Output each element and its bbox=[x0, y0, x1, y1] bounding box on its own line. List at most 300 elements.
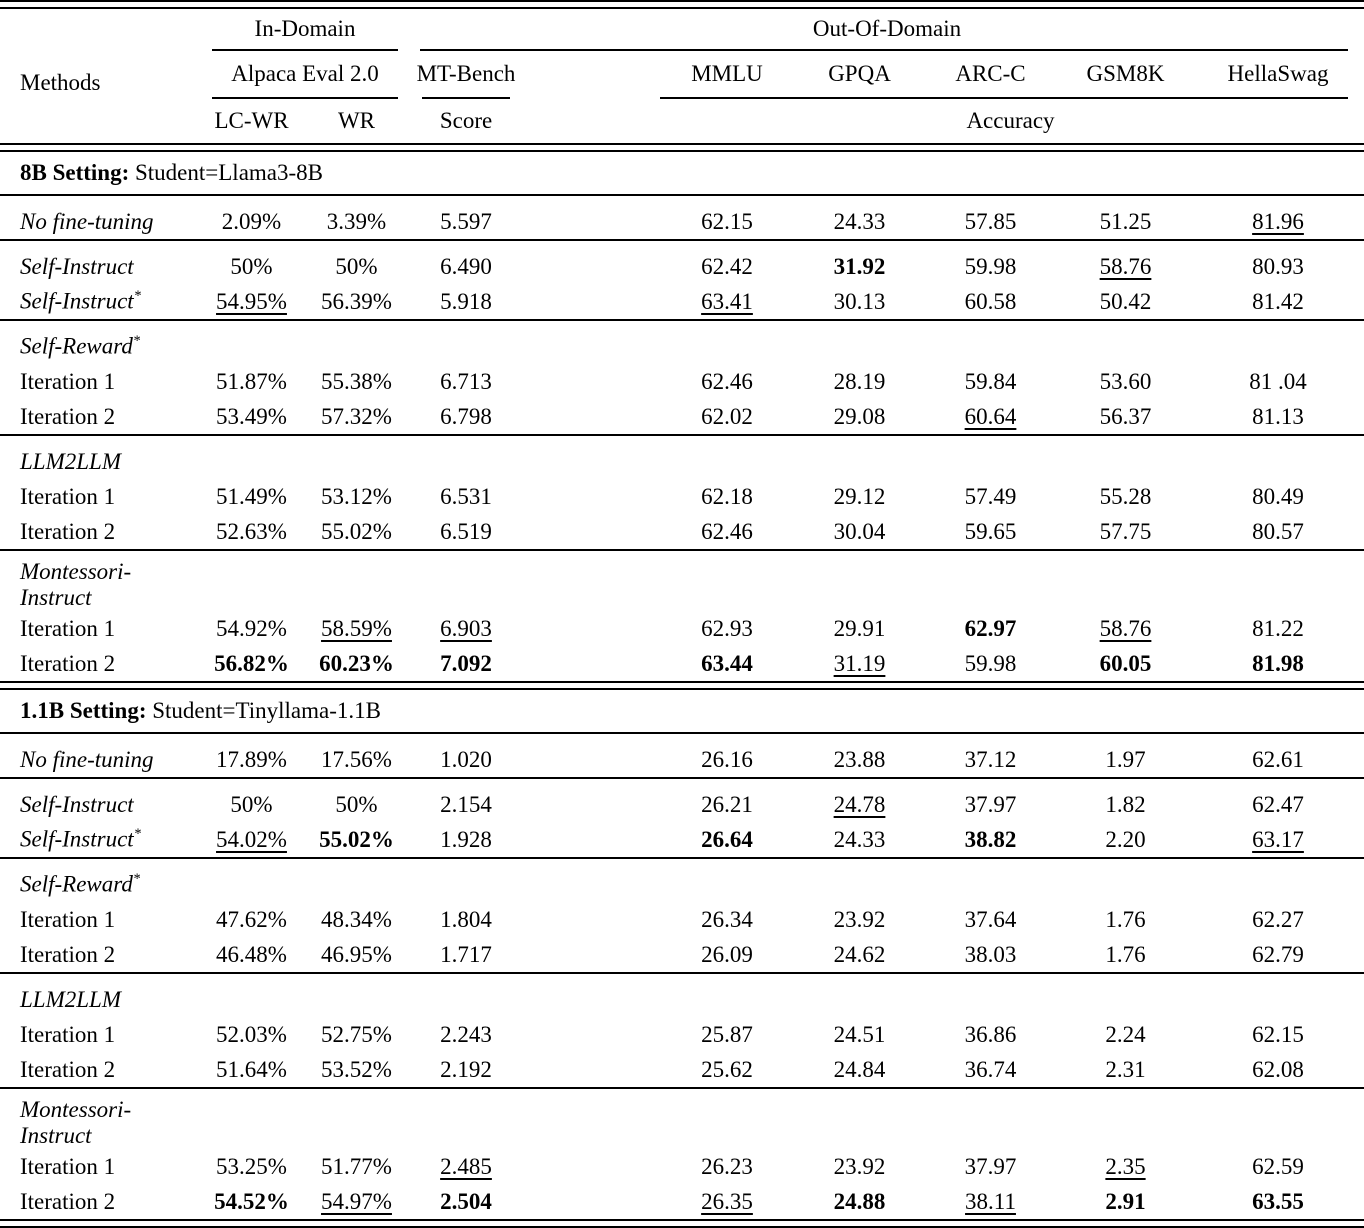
value: 62.59 bbox=[1252, 1153, 1304, 1179]
value-cell bbox=[303, 204, 410, 240]
value: 56.82% bbox=[214, 650, 289, 676]
table-row bbox=[0, 742, 1364, 778]
table-row bbox=[0, 937, 1364, 973]
value-cell bbox=[922, 822, 1059, 858]
value: 62.93 bbox=[701, 615, 753, 641]
value: 2.09% bbox=[221, 208, 282, 234]
value: 37.97 bbox=[964, 791, 1017, 817]
value-cell bbox=[410, 937, 522, 973]
value: 1.804 bbox=[440, 906, 492, 932]
value-cell bbox=[303, 937, 410, 973]
value-cell bbox=[410, 364, 522, 399]
value: 55.02% bbox=[321, 518, 392, 544]
value-cell bbox=[1192, 364, 1364, 399]
value-cell bbox=[200, 364, 303, 399]
value: 1.76 bbox=[1105, 906, 1146, 932]
value-cell bbox=[303, 284, 410, 320]
value-cell bbox=[410, 1052, 522, 1088]
value: 46.48% bbox=[216, 941, 287, 967]
double-rule-row bbox=[0, 1220, 1364, 1227]
value: 1.020 bbox=[440, 746, 492, 772]
value-cell bbox=[657, 1184, 797, 1220]
single-rule bbox=[0, 195, 1364, 204]
value-cell bbox=[922, 902, 1059, 937]
spacer-cell bbox=[522, 822, 657, 858]
value-cell bbox=[1059, 902, 1192, 937]
table-row bbox=[0, 1052, 1364, 1088]
method-cell bbox=[0, 822, 200, 858]
section-title-bold: 1.1B Setting: bbox=[20, 698, 147, 723]
value-cell bbox=[922, 514, 1059, 550]
gpqa-header: GPQA bbox=[828, 61, 891, 86]
value-cell bbox=[922, 1052, 1059, 1088]
value: 62.27 bbox=[1252, 906, 1304, 932]
value: 62.18 bbox=[701, 483, 753, 509]
single-rule bbox=[0, 320, 1364, 329]
value-cell bbox=[1059, 787, 1192, 822]
method-cell bbox=[0, 329, 200, 364]
value: 2.504 bbox=[440, 1188, 492, 1214]
value-cell bbox=[797, 364, 922, 399]
value: 29.91 bbox=[833, 615, 886, 641]
table-row bbox=[0, 1184, 1364, 1220]
value: 81.42 bbox=[1252, 288, 1304, 314]
value: 2.485 bbox=[440, 1153, 492, 1179]
empty-cells bbox=[200, 559, 1364, 611]
methods-header: Methods bbox=[20, 70, 101, 95]
top-rule-row bbox=[0, 1, 1364, 8]
hellaswag-header: HellaSwag bbox=[1227, 61, 1329, 86]
value-cell bbox=[1192, 787, 1364, 822]
value-cell bbox=[303, 479, 410, 514]
value: 62.02 bbox=[701, 403, 753, 429]
value: 2.20 bbox=[1105, 826, 1146, 852]
value: 81.22 bbox=[1252, 615, 1304, 641]
value: 5.918 bbox=[440, 288, 492, 314]
value: 26.16 bbox=[701, 746, 753, 772]
value: 53.12% bbox=[321, 483, 392, 509]
method-label: Montessori-Instruct bbox=[20, 1097, 132, 1148]
value-cell bbox=[1059, 204, 1192, 240]
single-rule bbox=[0, 240, 1364, 249]
value: 62.15 bbox=[701, 208, 753, 234]
value: 23.88 bbox=[833, 746, 886, 772]
value: 26.21 bbox=[701, 791, 753, 817]
method-cell bbox=[0, 742, 200, 778]
value: 57.75 bbox=[1099, 518, 1152, 544]
value: 54.97% bbox=[321, 1188, 392, 1214]
value-cell bbox=[303, 1052, 410, 1088]
table-row bbox=[0, 399, 1364, 435]
value-cell bbox=[797, 787, 922, 822]
value-cell bbox=[657, 1017, 797, 1052]
empty-cells bbox=[200, 329, 1364, 364]
value-cell bbox=[1192, 249, 1364, 284]
double-rule-row bbox=[0, 144, 1364, 151]
value-cell bbox=[1192, 1052, 1364, 1088]
value-cell bbox=[410, 479, 522, 514]
method-cell bbox=[0, 514, 200, 550]
value-cell bbox=[303, 249, 410, 284]
value: 51.77% bbox=[321, 1153, 392, 1179]
method-label: Iteration 1 bbox=[20, 483, 116, 509]
value: 54.52% bbox=[214, 1188, 289, 1214]
value-cell bbox=[657, 742, 797, 778]
value: 47.62% bbox=[216, 906, 287, 932]
value-cell bbox=[200, 204, 303, 240]
value: 51.87% bbox=[216, 368, 287, 394]
value: 6.490 bbox=[440, 253, 492, 279]
method-label: Self-Reward bbox=[20, 333, 133, 359]
single-rule-row bbox=[0, 195, 1364, 204]
value: 26.35 bbox=[701, 1188, 753, 1214]
table-row bbox=[0, 902, 1364, 937]
single-rule-row bbox=[0, 240, 1364, 249]
value: 24.78 bbox=[833, 791, 886, 817]
star-marker: * bbox=[133, 288, 141, 305]
results-table-body bbox=[0, 144, 1364, 1227]
value: 23.92 bbox=[833, 1153, 886, 1179]
value: 53.25% bbox=[216, 1153, 287, 1179]
value: 2.243 bbox=[440, 1021, 492, 1047]
method-label: Iteration 1 bbox=[20, 906, 116, 932]
section-title-row bbox=[0, 151, 1364, 195]
method-cell bbox=[0, 982, 200, 1017]
value-cell bbox=[657, 1052, 797, 1088]
section-title-row bbox=[0, 689, 1364, 733]
wr-header: WR bbox=[337, 108, 376, 133]
value: 38.03 bbox=[964, 941, 1017, 967]
value: 6.713 bbox=[440, 368, 492, 394]
value: 60.64 bbox=[964, 403, 1017, 429]
value-cell bbox=[657, 249, 797, 284]
value-cell bbox=[657, 1149, 797, 1184]
value-cell bbox=[922, 646, 1059, 682]
value-cell bbox=[200, 646, 303, 682]
value-cell bbox=[1192, 822, 1364, 858]
value: 81.98 bbox=[1252, 650, 1304, 676]
table-row bbox=[0, 479, 1364, 514]
spacer-cell bbox=[522, 611, 657, 646]
value: 56.37 bbox=[1099, 403, 1152, 429]
spacer-cell bbox=[522, 51, 657, 97]
table-row bbox=[0, 1097, 1364, 1149]
value: 24.51 bbox=[833, 1021, 886, 1047]
method-label: LLM2LLM bbox=[20, 448, 121, 474]
double-rule bbox=[0, 144, 1364, 151]
value: 6.798 bbox=[440, 403, 492, 429]
spacer-cell bbox=[522, 479, 657, 514]
method-cell bbox=[0, 902, 200, 937]
value: 62.46 bbox=[701, 368, 753, 394]
value-cell bbox=[1192, 514, 1364, 550]
value: 24.33 bbox=[833, 826, 886, 852]
accuracy-header: Accuracy bbox=[966, 108, 1055, 133]
method-label: No fine-tuning bbox=[20, 746, 154, 772]
value-cell bbox=[200, 611, 303, 646]
value: 24.88 bbox=[833, 1188, 886, 1214]
value-cell bbox=[922, 1149, 1059, 1184]
value-cell bbox=[922, 1184, 1059, 1220]
method-cell bbox=[0, 1149, 200, 1184]
value: 55.28 bbox=[1099, 483, 1152, 509]
value-cell bbox=[303, 742, 410, 778]
value-cell bbox=[200, 514, 303, 550]
value-cell bbox=[797, 742, 922, 778]
value: 2.24 bbox=[1105, 1021, 1146, 1047]
double-rule bbox=[0, 1220, 1364, 1227]
value: 37.12 bbox=[964, 746, 1017, 772]
value: 29.08 bbox=[833, 403, 886, 429]
value: 80.49 bbox=[1252, 483, 1304, 509]
value-cell bbox=[922, 937, 1059, 973]
value-cell bbox=[1059, 399, 1192, 435]
value-cell bbox=[797, 399, 922, 435]
single-rule bbox=[0, 733, 1364, 742]
value: 80.57 bbox=[1252, 518, 1304, 544]
value: 23.92 bbox=[833, 906, 886, 932]
value-cell bbox=[657, 284, 797, 320]
value-cell bbox=[657, 479, 797, 514]
value: 60.23% bbox=[319, 650, 394, 676]
value: 51.49% bbox=[216, 483, 287, 509]
spacer-cell bbox=[522, 902, 657, 937]
alpaca-eval-header: Alpaca Eval 2.0 bbox=[231, 61, 379, 86]
value-cell bbox=[922, 742, 1059, 778]
value: 30.04 bbox=[833, 518, 886, 544]
value: 54.92% bbox=[216, 615, 287, 641]
table-row bbox=[0, 249, 1364, 284]
table-row bbox=[0, 1149, 1364, 1184]
value-cell bbox=[410, 1184, 522, 1220]
method-cell bbox=[0, 1184, 200, 1220]
value: 81.96 bbox=[1252, 208, 1304, 234]
method-label: Iteration 2 bbox=[20, 1188, 116, 1214]
value-cell bbox=[797, 1052, 922, 1088]
value: 51.25 bbox=[1099, 208, 1152, 234]
method-label: Iteration 2 bbox=[20, 403, 116, 429]
value-cell bbox=[657, 611, 797, 646]
out-of-domain-header: Out-Of-Domain bbox=[812, 16, 962, 41]
value-cell bbox=[797, 249, 922, 284]
method-cell bbox=[0, 646, 200, 682]
value-cell bbox=[797, 1017, 922, 1052]
method-cell bbox=[0, 1097, 200, 1149]
method-cell bbox=[0, 284, 200, 320]
value: 80.93 bbox=[1252, 253, 1304, 279]
value-cell bbox=[303, 611, 410, 646]
value-cell bbox=[1059, 646, 1192, 682]
value-cell bbox=[410, 902, 522, 937]
method-label: Self-Instruct bbox=[20, 253, 134, 279]
value: 26.34 bbox=[701, 906, 753, 932]
value-cell bbox=[303, 1017, 410, 1052]
value-cell bbox=[797, 1184, 922, 1220]
single-rule bbox=[0, 973, 1364, 982]
value: 24.84 bbox=[833, 1056, 886, 1082]
value: 59.84 bbox=[964, 368, 1017, 394]
method-label: Iteration 2 bbox=[20, 941, 116, 967]
method-label: Iteration 1 bbox=[20, 615, 116, 641]
method-label: Self-Reward bbox=[20, 871, 133, 897]
value: 54.95% bbox=[216, 288, 287, 314]
in-domain-header: In-Domain bbox=[254, 16, 356, 41]
value-cell bbox=[1059, 514, 1192, 550]
star-marker: * bbox=[132, 871, 140, 888]
value-cell bbox=[1059, 1017, 1192, 1052]
value: 52.63% bbox=[216, 518, 287, 544]
table-row bbox=[0, 867, 1364, 902]
value: 6.531 bbox=[440, 483, 492, 509]
double-rule-row bbox=[0, 682, 1364, 689]
value: 62.08 bbox=[1252, 1056, 1304, 1082]
star-marker: * bbox=[133, 826, 141, 843]
value: 29.12 bbox=[833, 483, 886, 509]
section-title bbox=[0, 689, 1364, 733]
method-cell bbox=[0, 867, 200, 902]
value-cell bbox=[410, 1149, 522, 1184]
value-cell bbox=[797, 611, 922, 646]
table-row bbox=[0, 559, 1364, 611]
table-row bbox=[0, 364, 1364, 399]
value: 37.64 bbox=[964, 906, 1017, 932]
single-rule bbox=[0, 1088, 1364, 1097]
value: 62.47 bbox=[1252, 791, 1304, 817]
spacer-cell bbox=[522, 249, 657, 284]
value-cell bbox=[1059, 822, 1192, 858]
method-cell bbox=[0, 444, 200, 479]
value-cell bbox=[1059, 479, 1192, 514]
method-cell bbox=[0, 559, 200, 611]
value: 55.38% bbox=[321, 368, 392, 394]
value-cell bbox=[1059, 611, 1192, 646]
value-cell bbox=[200, 787, 303, 822]
value-cell bbox=[410, 399, 522, 435]
value-cell bbox=[657, 822, 797, 858]
value-cell bbox=[1192, 937, 1364, 973]
value: 36.74 bbox=[964, 1056, 1017, 1082]
method-cell bbox=[0, 249, 200, 284]
value: 28.19 bbox=[833, 368, 886, 394]
value: 6.903 bbox=[440, 615, 492, 641]
value: 6.519 bbox=[440, 518, 492, 544]
value: 58.76 bbox=[1099, 615, 1152, 641]
value: 59.65 bbox=[964, 518, 1017, 544]
value: 5.597 bbox=[440, 208, 492, 234]
spacer-cell bbox=[522, 399, 657, 435]
value-cell bbox=[200, 937, 303, 973]
value-cell bbox=[657, 646, 797, 682]
value-cell bbox=[797, 937, 922, 973]
single-rule bbox=[0, 435, 1364, 444]
value-cell bbox=[1192, 902, 1364, 937]
value-cell bbox=[657, 937, 797, 973]
value: 50% bbox=[335, 791, 378, 817]
value-cell bbox=[1192, 284, 1364, 320]
spacer-cell bbox=[522, 742, 657, 778]
value-cell bbox=[410, 249, 522, 284]
value-cell bbox=[797, 822, 922, 858]
value-cell bbox=[1059, 364, 1192, 399]
value-cell bbox=[1059, 1184, 1192, 1220]
table-row bbox=[0, 444, 1364, 479]
table-row bbox=[0, 982, 1364, 1017]
section-title bbox=[0, 151, 1364, 195]
value: 59.98 bbox=[964, 253, 1017, 279]
method-label: No fine-tuning bbox=[20, 208, 154, 234]
value-cell bbox=[797, 284, 922, 320]
value-cell bbox=[303, 514, 410, 550]
single-rule bbox=[0, 778, 1364, 787]
value-cell bbox=[200, 1149, 303, 1184]
method-cell bbox=[0, 364, 200, 399]
spacer-cell bbox=[522, 1052, 657, 1088]
value-cell bbox=[657, 204, 797, 240]
arc-c-header: ARC-C bbox=[955, 61, 1026, 86]
value: 2.91 bbox=[1105, 1188, 1146, 1214]
value: 50% bbox=[230, 791, 273, 817]
section-title-bold: 8B Setting: bbox=[20, 160, 130, 185]
value: 53.60 bbox=[1099, 368, 1152, 394]
value-cell bbox=[922, 1017, 1059, 1052]
spacer-cell bbox=[522, 284, 657, 320]
value-cell bbox=[1192, 399, 1364, 435]
value-cell bbox=[200, 249, 303, 284]
value-cell bbox=[797, 646, 922, 682]
single-rule-row bbox=[0, 858, 1364, 867]
value: 62.15 bbox=[1252, 1021, 1304, 1047]
value-cell bbox=[200, 742, 303, 778]
value: 60.05 bbox=[1099, 650, 1152, 676]
table-row bbox=[0, 329, 1364, 364]
value: 24.33 bbox=[833, 208, 886, 234]
value-cell bbox=[410, 742, 522, 778]
value: 26.09 bbox=[701, 941, 753, 967]
spacer-cell bbox=[522, 1149, 657, 1184]
value: 2.35 bbox=[1105, 1153, 1146, 1179]
value-cell bbox=[1059, 1052, 1192, 1088]
value: 37.97 bbox=[964, 1153, 1017, 1179]
value: 62.97 bbox=[964, 615, 1017, 641]
value: 81 .04 bbox=[1249, 368, 1307, 394]
value-cell bbox=[1059, 742, 1192, 778]
single-rule bbox=[0, 550, 1364, 559]
method-cell bbox=[0, 399, 200, 435]
value-cell bbox=[410, 787, 522, 822]
single-rule bbox=[0, 858, 1364, 867]
spacer-cell bbox=[522, 937, 657, 973]
value-cell bbox=[1192, 646, 1364, 682]
header-row-domains bbox=[0, 8, 1364, 49]
empty-cells bbox=[200, 444, 1364, 479]
method-label: Iteration 1 bbox=[20, 1021, 116, 1047]
value: 52.03% bbox=[216, 1021, 287, 1047]
table-row bbox=[0, 284, 1364, 320]
value-cell bbox=[1192, 1184, 1364, 1220]
value-cell bbox=[922, 204, 1059, 240]
value: 55.02% bbox=[319, 826, 394, 852]
value: 52.75% bbox=[321, 1021, 392, 1047]
value-cell bbox=[922, 787, 1059, 822]
table-row bbox=[0, 204, 1364, 240]
value: 26.23 bbox=[701, 1153, 753, 1179]
value: 1.928 bbox=[440, 826, 492, 852]
value-cell bbox=[303, 822, 410, 858]
spacer-cell bbox=[522, 99, 657, 144]
value: 50.42 bbox=[1099, 288, 1152, 314]
value-cell bbox=[410, 204, 522, 240]
value: 58.76 bbox=[1099, 253, 1152, 279]
